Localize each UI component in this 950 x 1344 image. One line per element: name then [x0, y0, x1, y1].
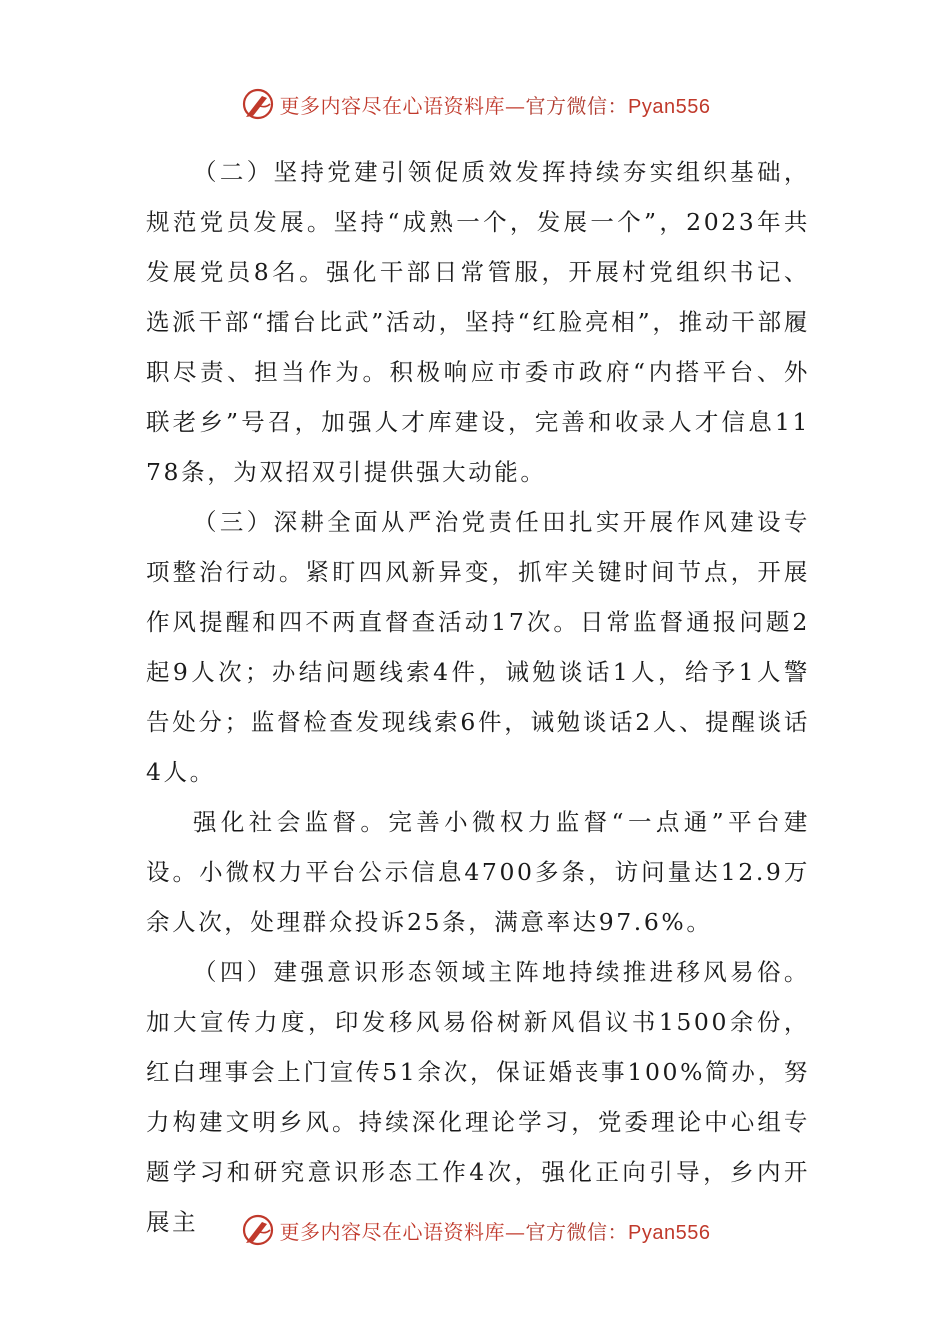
banner-wechat-label: 官方微信： [525, 93, 629, 118]
pen-logo-icon [240, 1212, 276, 1248]
banner-dash: — [505, 93, 526, 118]
banner-wechat-id: Pyan556 [628, 1221, 711, 1244]
paragraph-party-building: （二）坚持党建引领促质效发挥持续夯实组织基础，规范党员发展。坚持“成熟一个，发展一个”，2023年共发展党员8名。强化干部日常管服，开展村党组织书记、选派干部“擂台比武”活动，坚持“红脸亮相”，推动干部履职尽责、担当作为。积极响应市委市政府“内搭平台、外联老乡”号召，加强人才库建设，完善和收录人才信息1178条，为双招双引提供强大动能。 [146, 158, 810, 486]
paragraph-strict-governance: （三）深耕全面从严治党责任田扎实开展作风建设专项整治行动。紧盯四风新异变，抓牢关键时间节点，开展作风提醒和四不两直督查活动17次。日常监督通报问题2起9人次；办结问题线索4件，诫勉谈话1人，给予1人警告处分；监督检查发现线索6件，诫勉谈话2人、提醒谈话4人。 [146, 508, 810, 786]
footer-watermark-banner [0, 1210, 950, 1250]
banner-dash: — [505, 1219, 526, 1244]
banner-main-text: 更多内容尽在心语资料库 [279, 93, 506, 118]
paragraph-ideology: （四）建强意识形态领域主阵地持续推进移风易俗。加大宣传力度，印发移风易俗树新风倡议书1500余份，红白理事会上门宣传51余次，保证婚丧事100%简办，努力构建文明乡风。持续深化理论学习，党委理论中心组专题学习和研究意识形态工作4次，强化正向引导，乡内开展主 [146, 958, 810, 1236]
banner-main-text: 更多内容尽在心语资料库 [279, 1219, 506, 1244]
banner-wechat-id: Pyan556 [628, 95, 711, 118]
header-watermark-banner [0, 84, 950, 124]
pen-logo-icon [240, 86, 276, 122]
banner-wechat-label: 官方微信： [525, 1219, 629, 1244]
document-body [146, 147, 810, 1247]
paragraph-social-supervision: 强化社会监督。完善小微权力监督“一点通”平台建设。小微权力平台公示信息4700多条，访问量达12.9万余人次，处理群众投诉25条，满意率达97.6%。 [146, 808, 810, 936]
